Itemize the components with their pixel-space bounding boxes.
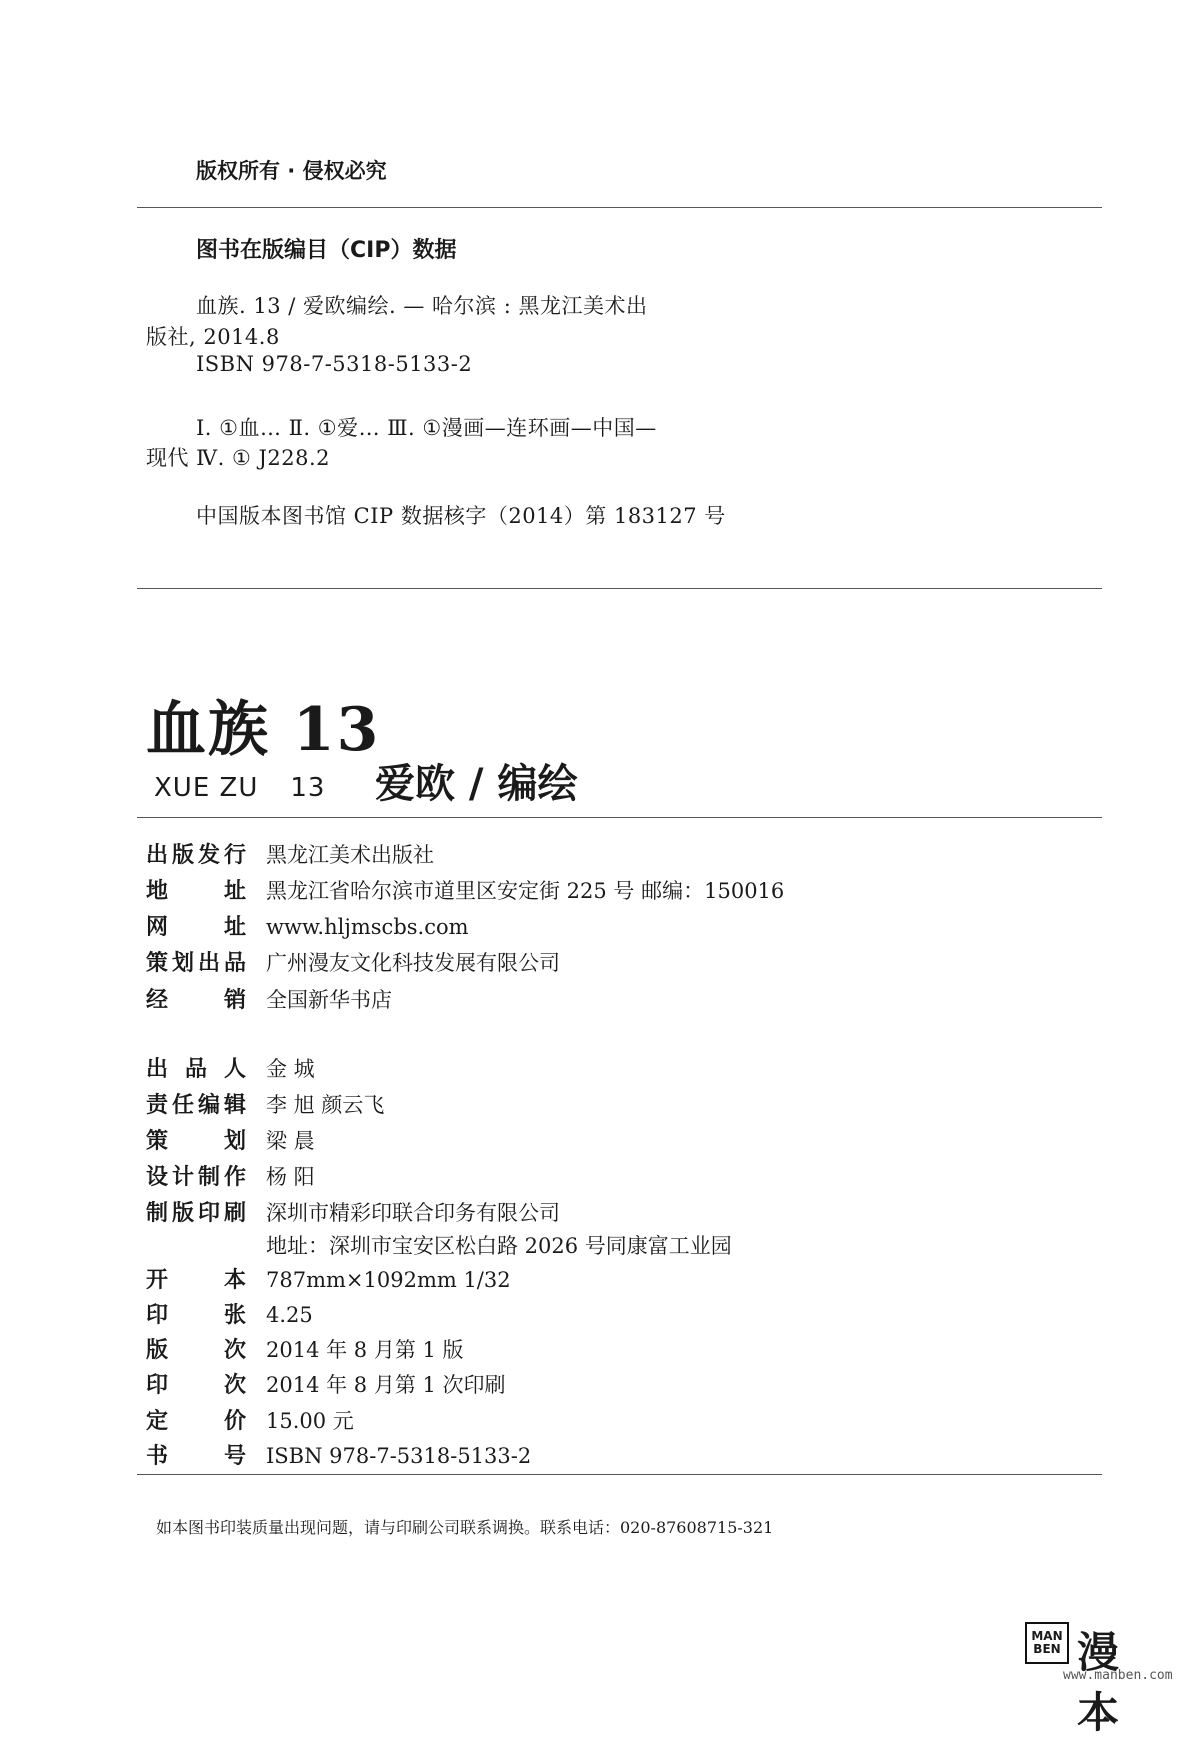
pinyin-number: 13 xyxy=(290,773,326,803)
info-label xyxy=(146,1298,246,1329)
divider-top xyxy=(137,207,1102,208)
info-label xyxy=(146,874,246,905)
info-label-char: 行 xyxy=(223,843,246,868)
cip-line: 版社, 2014.8 xyxy=(146,325,280,349)
info-label-char: 址 xyxy=(223,879,246,904)
info-label-char: 号 xyxy=(223,1444,246,1469)
info-label xyxy=(146,1052,246,1083)
info-label-char: 印 xyxy=(146,1373,169,1398)
copyright-notice: 版权所有 · 侵权必究 xyxy=(196,159,387,183)
info-row xyxy=(146,838,434,872)
logo-box-line: MAN xyxy=(1031,1629,1063,1643)
info-label-char: 版 xyxy=(171,843,194,868)
pinyin-text: XUE ZU xyxy=(154,773,259,803)
info-label xyxy=(146,910,246,941)
info-label-char: 作 xyxy=(223,1165,246,1190)
cip-title: 图书在版编目（CIP）数据 xyxy=(196,238,457,263)
cip-line: 中国版本图书馆 CIP 数据核字（2014）第 183127 号 xyxy=(196,504,726,528)
info-label-char: 出 xyxy=(146,843,169,868)
info-value: www.hljmscbs.com xyxy=(266,915,469,939)
info-label-char: 次 xyxy=(223,1338,246,1363)
info-label-char: 址 xyxy=(223,915,246,940)
info-label-char: 价 xyxy=(223,1409,246,1434)
info-value: 深圳市精彩印联合印务有限公司 xyxy=(266,1201,560,1225)
info-value: 15.00 元 xyxy=(266,1409,354,1433)
info-label-char: 制 xyxy=(197,1165,220,1190)
info-row xyxy=(146,1088,384,1122)
info-label-char: 次 xyxy=(223,1373,246,1398)
info-label-char: 印 xyxy=(197,1201,220,1226)
info-label-char: 版 xyxy=(146,1338,169,1363)
info-label xyxy=(146,838,246,869)
info-value: 4.25 xyxy=(266,1303,313,1327)
info-row xyxy=(146,1439,531,1473)
info-row xyxy=(146,1052,315,1086)
info-value: 2014 年 8 月第 1 版 xyxy=(266,1338,464,1362)
info-label-char: 张 xyxy=(223,1303,246,1328)
logo-box-line: BEN xyxy=(1033,1642,1061,1656)
info-label xyxy=(146,1333,246,1364)
info-value: 787mm×1092mm 1/32 xyxy=(266,1268,511,1292)
info-label-char: 设 xyxy=(146,1165,169,1190)
info-label-char: 网 xyxy=(146,915,169,940)
info-label-char: 本 xyxy=(223,1268,246,1293)
divider-bottom xyxy=(137,1474,1102,1475)
info-label xyxy=(146,1160,246,1191)
info-value: 全国新华书店 xyxy=(266,988,392,1012)
info-row xyxy=(146,1230,732,1264)
info-row xyxy=(146,1404,354,1438)
info-label-char: 发 xyxy=(197,843,220,868)
info-label xyxy=(146,1404,246,1435)
cip-line: ISBN 978-7-5318-5133-2 xyxy=(196,352,473,376)
info-value: 地址：深圳市宝安区松白路 2026 号同康富工业园 xyxy=(266,1234,732,1258)
info-label-char: 责 xyxy=(146,1093,169,1118)
divider-middle xyxy=(137,588,1102,589)
info-row xyxy=(146,1196,560,1230)
info-value: 广州漫友文化科技发展有限公司 xyxy=(266,951,560,975)
info-label xyxy=(146,1196,246,1227)
info-row xyxy=(146,946,560,980)
info-label-char: 刷 xyxy=(223,1201,246,1226)
info-label-char: 销 xyxy=(223,988,246,1013)
info-label-char: 版 xyxy=(171,1201,194,1226)
info-row xyxy=(146,1263,511,1297)
info-label-char: 印 xyxy=(146,1303,169,1328)
info-label-char: 人 xyxy=(223,1057,246,1082)
info-row xyxy=(146,1124,315,1158)
cip-line: Ⅰ. ①血… Ⅱ. ①爱… Ⅲ. ①漫画—连环画—中国— xyxy=(196,416,657,440)
info-label-char: 地 xyxy=(146,879,169,904)
info-label-char: 编 xyxy=(197,1093,220,1118)
info-row xyxy=(146,910,469,944)
info-value: 梁 晨 xyxy=(266,1129,315,1153)
footer-note: 如本图书印装质量出现问题，请与印刷公司联系调换。联系电话：020-87608715-321 xyxy=(156,1518,774,1537)
info-row xyxy=(146,1160,315,1194)
info-label-char: 辑 xyxy=(223,1093,246,1118)
info-label xyxy=(146,1088,246,1119)
info-label-char: 出 xyxy=(146,1057,169,1082)
manben-logo-icon xyxy=(1025,1622,1069,1664)
info-label xyxy=(146,1124,246,1155)
info-label xyxy=(146,1263,246,1294)
info-label xyxy=(146,983,246,1014)
book-pinyin xyxy=(154,773,325,803)
cip-line: 血族. 13 / 爱欧编绘. — 哈尔滨 : 黑龙江美术出 xyxy=(196,294,648,318)
info-label-char: 品 xyxy=(184,1057,207,1082)
info-value: 黑龙江美术出版社 xyxy=(266,843,434,867)
info-label-char: 书 xyxy=(146,1444,169,1469)
logo-url: www.manben.com xyxy=(1063,1668,1173,1683)
info-row xyxy=(146,1333,464,1367)
info-label-char: 划 xyxy=(223,1129,246,1154)
divider-info xyxy=(137,817,1102,818)
info-label-char: 任 xyxy=(171,1093,194,1118)
info-value: 李 旭 颜云飞 xyxy=(266,1093,385,1117)
info-label-char: 划 xyxy=(171,951,194,976)
info-label-char: 策 xyxy=(146,1129,169,1154)
info-label-char: 品 xyxy=(223,951,246,976)
book-title: 血族 13 xyxy=(146,695,381,765)
info-value: 金 城 xyxy=(266,1057,315,1081)
info-row xyxy=(146,874,784,908)
info-value: 杨 阳 xyxy=(266,1165,315,1189)
info-value: ISBN 978-7-5318-5133-2 xyxy=(266,1444,532,1468)
info-label-char: 出 xyxy=(197,951,220,976)
info-label xyxy=(146,1439,246,1470)
info-row xyxy=(146,983,392,1017)
info-row xyxy=(146,1368,506,1402)
info-label-char: 制 xyxy=(146,1201,169,1226)
info-label-char: 定 xyxy=(146,1409,169,1434)
info-label-char: 开 xyxy=(146,1268,169,1293)
info-label-char: 策 xyxy=(146,951,169,976)
info-value: 黑龙江省哈尔滨市道里区安定街 225 号 邮编：150016 xyxy=(266,879,785,903)
info-value: 2014 年 8 月第 1 次印刷 xyxy=(266,1373,506,1397)
logo-text: 漫本 xyxy=(1077,1628,1118,1737)
cip-line: 现代 Ⅳ. ① J228.2 xyxy=(146,446,331,470)
book-author: 爱欧 / 编绘 xyxy=(375,761,578,807)
info-label-char: 计 xyxy=(171,1165,194,1190)
info-label xyxy=(146,1368,246,1399)
info-label-char: 经 xyxy=(146,988,169,1013)
info-row xyxy=(146,1298,313,1332)
info-label xyxy=(146,946,246,977)
